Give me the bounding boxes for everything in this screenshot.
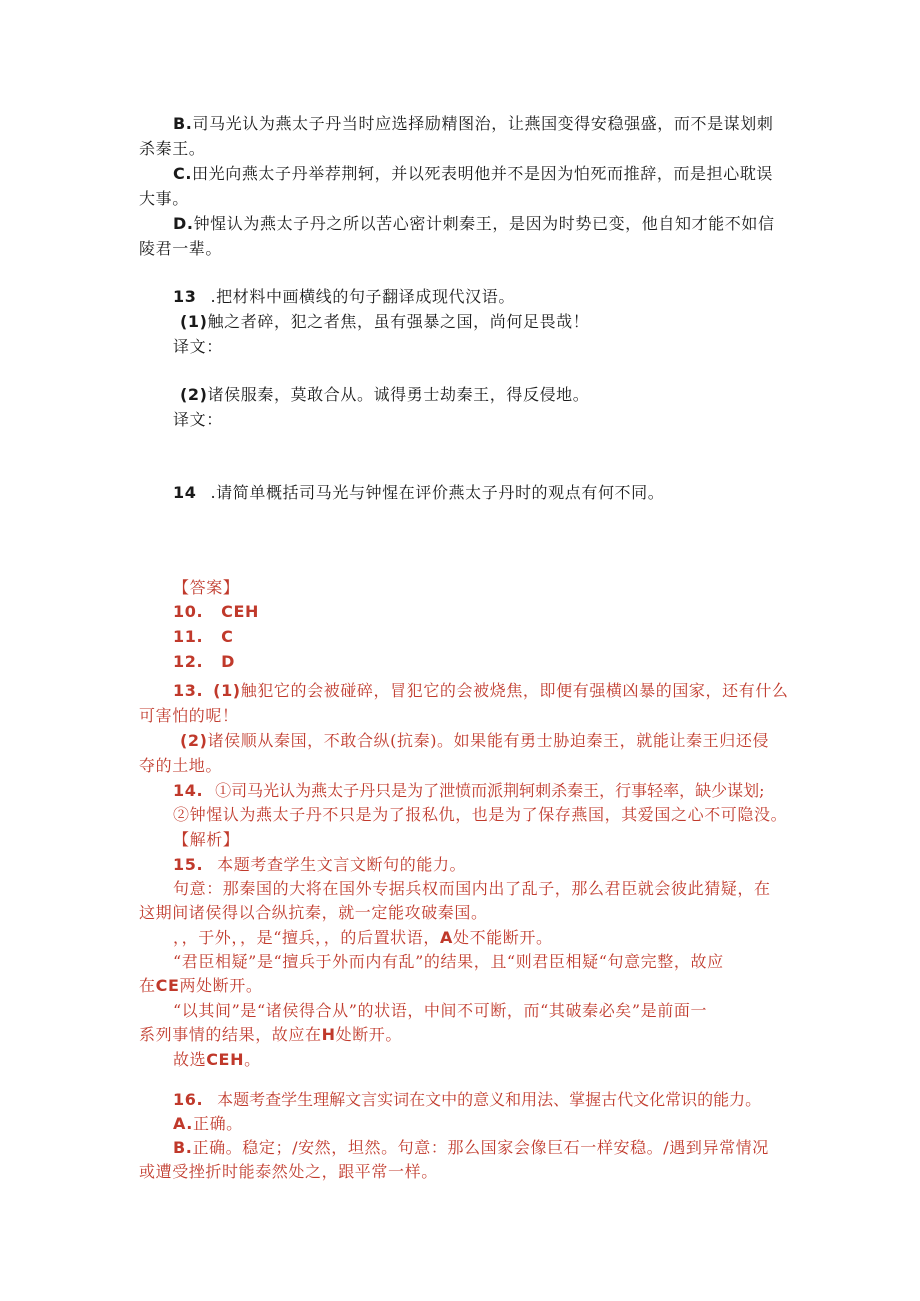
answer-13-line1 xyxy=(173,679,789,703)
answer-14-line1 xyxy=(173,779,765,803)
question-13-prompt: .把材料中画横线的句子翻译成现代汉语。 xyxy=(210,287,515,306)
option-b-line1 xyxy=(173,112,774,136)
option-b-line2: 杀秦王。 xyxy=(139,139,206,158)
analysis-15-number: 15. xyxy=(173,855,204,874)
analysis-15-point-ce-line1: “君臣相疑”是“擅兵于外而内有乱”的结果，且“则君臣相疑“句意完整，故应 xyxy=(173,952,724,971)
analysis-16-option-b-line2: 或遭受挫折时能泰然处之，跟平常一样。 xyxy=(139,1162,438,1181)
option-c-line1 xyxy=(173,162,773,186)
option-b-text: 司马光认为燕太子丹当时应选择励精图治，让燕国变得安稳强盛，而不是谋划刺 xyxy=(192,114,774,133)
point-h-tail: 处断开。 xyxy=(335,1025,403,1044)
point-a-text: ，，于外，，是“擅兵，，的后置状语， xyxy=(173,928,440,947)
analysis-header: 【解析】 xyxy=(173,830,240,849)
analysis-15-point-h-line1: “以其间”是“诸侯得合从”的状语，中间不可断，而“其破秦必矣”是前面一 xyxy=(173,1001,708,1020)
answer-14-text-1: ①司马光认为燕太子丹只是为了泄愤而派荆轲刺杀秦王，行事轻率，缺少谋划; xyxy=(215,781,765,800)
option-d-line2: 陵君一辈。 xyxy=(139,239,223,258)
analysis-16-b-text: 正确。稳定；/安然，坦然。句意：那么国家会像巨石一样安稳。/遇到异常情况 xyxy=(192,1138,769,1157)
answer-12-value: D xyxy=(221,652,236,671)
answer-14-number: 14. xyxy=(173,781,204,800)
point-ce-tail: 两处断开。 xyxy=(179,976,263,995)
answer-13-1-number: (1) xyxy=(213,681,241,700)
answer-10-number: 10. xyxy=(173,602,204,621)
sentence-1-number: (1) xyxy=(180,312,208,331)
answer-10 xyxy=(173,600,259,624)
question-13 xyxy=(173,285,515,309)
analysis-16-text: 本题考查学生理解文言实词在文中的意义和用法、掌握古代文化常识的能力。 xyxy=(217,1090,762,1109)
translation-label-2: 译文： xyxy=(173,410,223,429)
analysis-16-option-b-line1 xyxy=(173,1136,769,1160)
choice-pre: 故选 xyxy=(173,1050,207,1069)
analysis-15-text: 本题考查学生文言文断句的能力。 xyxy=(217,855,467,874)
choice-tail: 。 xyxy=(244,1050,261,1069)
answer-header: 【答案】 xyxy=(173,578,240,597)
analysis-16-number: 16. xyxy=(173,1090,204,1109)
sentence-1-text: 触之者碎，犯之者焦，虽有强暴之国，尚何足畏哉！ xyxy=(207,312,590,331)
answer-11-value: C xyxy=(221,627,234,646)
point-ce-pre: 在 xyxy=(139,976,156,995)
point-ce-letters: CE xyxy=(155,976,180,995)
question-14-prompt: .请简单概括司马光与钟惺在评价燕太子丹时的观点有何不同。 xyxy=(210,483,665,502)
answer-10-value: CEH xyxy=(221,602,260,621)
analysis-15-meaning-line1: 句意：那秦国的大将在国外专据兵权而国内出了乱子，那么君臣就会彼此猜疑，在 xyxy=(173,879,771,898)
analysis-16-option-a xyxy=(173,1112,243,1136)
analysis-15-point-a xyxy=(173,926,553,950)
answer-13-1-text: 触犯它的会被碰碎，冒犯它的会被烧焦，即便有强横凶暴的国家，还有什么 xyxy=(240,681,789,700)
answer-12-number: 12. xyxy=(173,652,204,671)
question-13-sentence-2 xyxy=(180,383,589,407)
point-h-pre: 系列事情的结果，故应在 xyxy=(139,1025,322,1044)
answer-11 xyxy=(173,625,234,649)
question-13-sentence-1 xyxy=(180,310,589,334)
sentence-2-number: (2) xyxy=(180,385,208,404)
analysis-16-b-label: B. xyxy=(173,1138,193,1157)
answer-11-number: 11. xyxy=(173,627,204,646)
answer-13-line2: 可害怕的呢！ xyxy=(139,706,239,725)
analysis-16-a-text: 正确。 xyxy=(192,1114,243,1133)
analysis-15 xyxy=(173,853,466,877)
analysis-16-a-label: A. xyxy=(173,1114,193,1133)
question-14-number: 14 xyxy=(173,483,197,502)
analysis-16 xyxy=(173,1088,761,1112)
analysis-15-point-h-line2 xyxy=(139,1023,402,1047)
option-d-label: D. xyxy=(173,214,194,233)
answer-14-line2: ②钟惺认为燕太子丹不只是为了报私仇，也是为了保存燕国，其爱国之心不可隐没。 xyxy=(173,805,788,824)
option-c-line2: 大事。 xyxy=(139,189,189,208)
option-d-line1 xyxy=(173,212,775,236)
point-h-letter: H xyxy=(321,1025,336,1044)
analysis-15-choice xyxy=(173,1048,261,1072)
answer-13-number: 13. xyxy=(173,681,204,700)
analysis-15-meaning-line2: 这期间诸侯得以合纵抗秦，就一定能攻破秦国。 xyxy=(139,903,488,922)
option-c-label: C. xyxy=(173,164,193,183)
option-d-text: 钟惺认为燕太子丹之所以苦心密计刺秦王，是因为时势已变，他自知才能不如信 xyxy=(193,214,775,233)
answer-13-2-number: (2) xyxy=(180,731,208,750)
question-14 xyxy=(173,481,664,505)
option-b-label: B. xyxy=(173,114,193,133)
translation-label-1: 译文： xyxy=(173,337,223,356)
answer-13-2-text: 诸侯顺从秦国，不敢合纵(抗秦)。如果能有勇士胁迫秦王，就能让秦王归还侵 xyxy=(207,731,770,750)
answer-12 xyxy=(173,650,235,674)
answer-13-2-line2: 夺的土地。 xyxy=(139,756,223,775)
point-a-letter: A xyxy=(439,928,453,947)
question-13-number: 13 xyxy=(173,287,197,306)
sentence-2-text: 诸侯服秦，莫敢合从。诚得勇士劫秦王，得反侵地。 xyxy=(207,385,590,404)
analysis-15-point-ce-line2 xyxy=(139,974,263,998)
answer-13-2-line1 xyxy=(180,729,769,753)
choice-letters: CEH xyxy=(206,1050,245,1069)
point-a-tail: 处不能断开。 xyxy=(452,928,553,947)
option-c-text: 田光向燕太子丹举荐荆轲，并以死表明他并不是因为怕死而推辞，而是担心耽误 xyxy=(192,164,774,183)
